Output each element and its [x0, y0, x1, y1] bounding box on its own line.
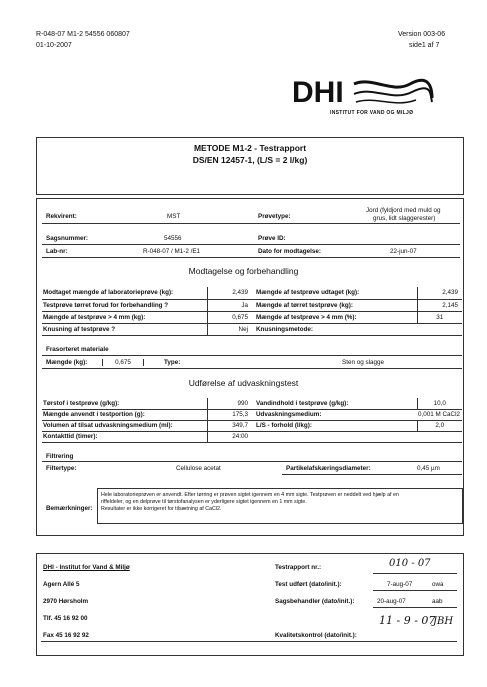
leaching-row-3-value-left: 349,7 — [207, 420, 252, 431]
leaching-row-4-value-left: 24:00 — [207, 431, 252, 442]
filtertype-value: Cellulose acetat — [176, 465, 221, 472]
reception-row-1-value-right: 2,439 — [417, 287, 462, 299]
reception-row-4-value-left: Nej — [207, 323, 252, 335]
footer-city: 2970 Hørsholm — [43, 598, 89, 605]
partikel-value: 0,45 µm — [417, 465, 440, 472]
type-value: Sten og slagge — [342, 359, 385, 366]
rekvirent-value: MST — [167, 213, 181, 220]
title-box — [36, 137, 464, 195]
reception-heading: Modtagelse og forbehandling — [188, 266, 299, 276]
kvalitet-label: Kvalitetskontrol (dato/init.): — [275, 632, 357, 639]
partikel-label: Partikelafskæringsdiameter: — [286, 465, 371, 472]
reception-row-3-label-right: Mængde af testprøve > 4 mm (%): — [256, 313, 357, 321]
remarks-line-3: Resultater er ikke korrigeret for tilsætning af CaCl2. — [101, 506, 222, 512]
leaching-heading: Udførelse af udvaskningstest — [188, 378, 299, 388]
dhi-tagline: INSTITUT FOR VAND OG MILJØ — [330, 110, 414, 116]
frasorteret-label: Frasorteret materiale — [46, 346, 109, 353]
reception-row-4-label-right: Knusningsmetode: — [256, 325, 314, 333]
report-title: METODE M1-2 - Testrapport — [193, 143, 307, 153]
reception-row-2-label-right: Mængde af tørret testprøve (kg): — [256, 301, 353, 309]
dhi-logo-graphic — [292, 72, 442, 112]
leaching-row-3-value-right: 2,0 — [417, 420, 462, 431]
provetype-value-2: grus, lidt slaggerester) — [373, 215, 436, 222]
leaching-row-2-label-left: Mængde anvendt i testportion (g): — [43, 411, 145, 418]
version-label: Version 003-06 — [398, 31, 446, 38]
dhi-logo — [292, 72, 442, 122]
footer-tlf: Tlf. 45 16 92 00 — [43, 615, 88, 622]
sagsnummer-value: 54556 — [164, 235, 182, 242]
leaching-row-1-value-left: 990 — [207, 398, 252, 409]
maengde-value: 0,675 — [102, 359, 144, 366]
test-udfort-date: 7-aug-07 — [387, 581, 413, 588]
leaching-row-2-value-left: 175,3 — [207, 409, 252, 420]
sagsbehandler-date: 20-aug-07 — [377, 598, 406, 605]
leaching-row-1-label-left: Tørstof i testprøve (g/kg): — [43, 399, 120, 407]
reception-row-3-value-left: 0,675 — [207, 311, 252, 323]
type-label: Type: — [164, 359, 181, 366]
filtertype-label: Filtertype: — [46, 465, 77, 472]
dhi-logo-text: DHI — [292, 76, 344, 109]
leaching-row-4-label-left: Kontakttid (timer): — [43, 433, 98, 440]
provetype-label: Prøvetype: — [258, 213, 291, 220]
test-udfort-init: owa — [432, 581, 444, 588]
dato-modtagelse-label: Dato for modtagelse: — [258, 248, 321, 255]
reception-row-1-label-left: Modtaget mængde af laboratorieprøve (kg): — [43, 289, 174, 297]
filtrering-label: Filtrering — [46, 453, 74, 460]
main-frame — [36, 198, 464, 536]
sagsnummer-label: Sagsnummer: — [46, 235, 88, 242]
footer-org: DHI - Institut for Vand & Miljø — [43, 564, 130, 571]
doc-ref: R-048-07 M1-2 54556 060807 — [36, 31, 130, 38]
kvalitet-value: 11 - 9 - 07 — [379, 614, 436, 627]
footer-street: Agern Allé 5 — [43, 581, 80, 588]
test-udfort-label: Test udført (dato/init.): — [275, 581, 342, 588]
remarks-line-2: riffeldeler, og en delprøve til tørstofanalysen er yderligere sigtet igennem en 1 mm sigte. — [101, 499, 307, 505]
remarks-line-1: Hele laboratorieprøven er anvendt. Efter tørring er prøven sigtet igennem en 4 mm sigte. Testprøven er neddelt ved hjælp af en — [101, 492, 399, 498]
testrapport-value: 010 - 07 — [389, 558, 431, 569]
reception-row-1-label-right: Mængde af testprøve udtaget (kg): — [256, 289, 360, 297]
page-number: side1 af 7 — [409, 42, 440, 49]
provetype-value-1: Jord (fyldjord med muld og — [366, 207, 441, 214]
leaching-row-1-value-right: 10,0 — [417, 398, 462, 409]
prove-id-label: Prøve ID: — [258, 235, 286, 242]
dato-modtagelse-value: 22-jun-07 — [390, 248, 417, 255]
maengde-label: Mængde (kg): — [46, 359, 88, 366]
remarks-label: Bemærkninger: — [46, 505, 93, 512]
labnr-label: Lab-nr: — [46, 248, 68, 255]
reception-row-4-label-left: Knusning af testprøve ? — [43, 325, 116, 333]
reception-row-2-value-right: 2,145 — [417, 299, 462, 311]
leaching-row-1-label-right: Vandindhold i testprøve (g/kg): — [256, 399, 349, 407]
report-subtitle: DS/EN 12457-1, (L/S = 2 l/kg) — [192, 155, 308, 165]
reception-row-3-value-right: 31 — [417, 311, 462, 323]
footer-box — [36, 553, 464, 656]
leaching-row-3-label-left: Volumen af tilsat udvaskningsmedium (ml): — [43, 422, 173, 429]
leaching-row-2-label-right: Udvaskningsmedium: — [256, 411, 322, 418]
reception-row-2-label-left: Testprøve tørret forud for forbehandling ? — [43, 301, 169, 309]
sagsbehandler-init: aab — [432, 598, 443, 605]
sagsbehandler-label: Sagsbehandler (dato/init.): — [275, 598, 355, 605]
reception-row-2-value-left: Ja — [207, 299, 252, 311]
leaching-row-3-label-right: L/S - forhold (l/kg): — [256, 422, 312, 429]
reception-row-3-label-left: Mængde af testprøve > 4 mm (kg): — [43, 313, 146, 321]
rekvirent-label: Rekvirent: — [46, 213, 77, 220]
kvalitet-init: JBH — [433, 616, 454, 627]
footer-fax: Fax 45 16 92 92 — [43, 632, 89, 639]
doc-date: 01-10-2007 — [36, 42, 72, 49]
labnr-value: R-048-07 / M1-2 /E1 — [143, 248, 201, 255]
reception-row-1-value-left: 2,439 — [207, 287, 252, 299]
leaching-row-2-value-right: 0,001 M CaCl2 — [418, 411, 460, 418]
testrapport-label: Testrapport nr.: — [275, 564, 322, 571]
